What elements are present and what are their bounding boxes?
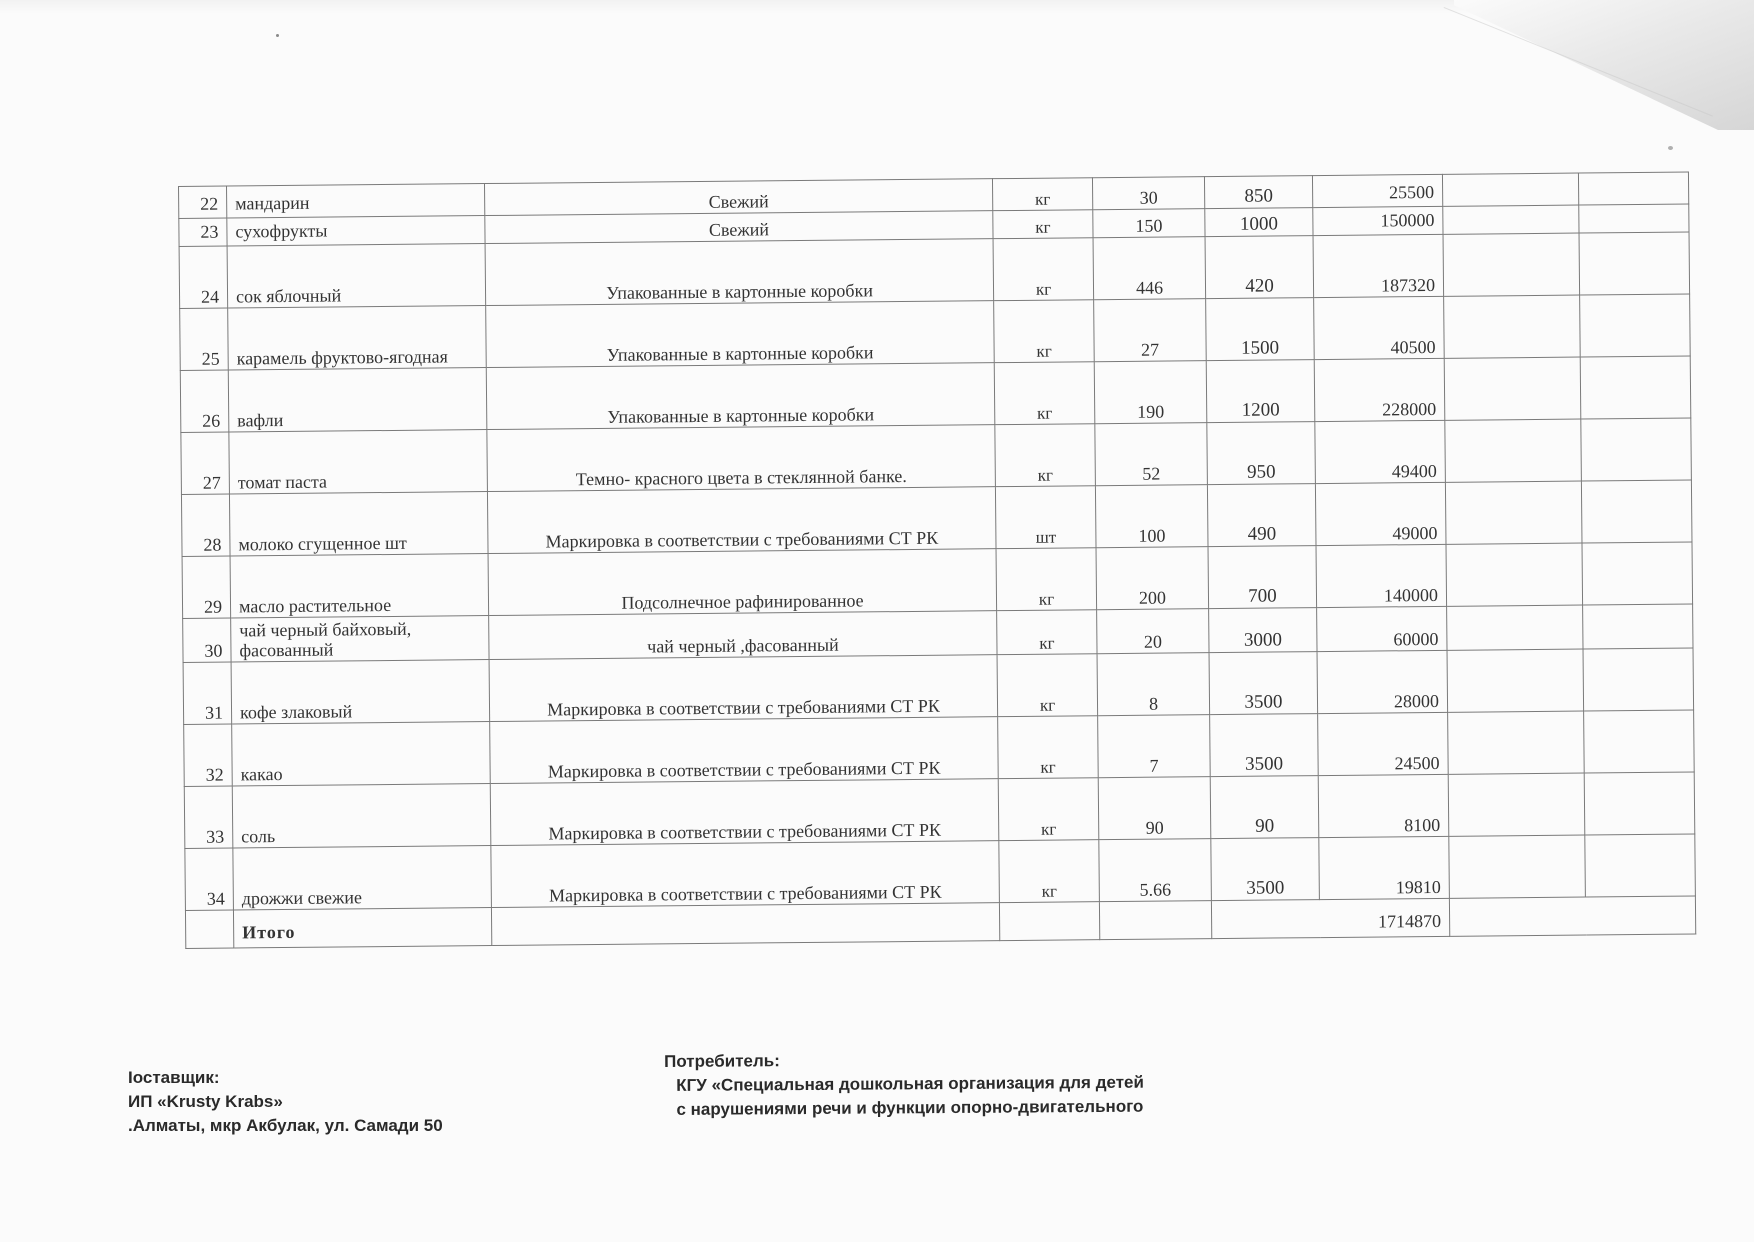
price-cell: 700 [1208,546,1317,609]
description-cell: Свежий [485,211,993,244]
quantity-cell: 52 [1095,423,1208,486]
quantity-cell: 8 [1097,653,1210,716]
empty-cell [1582,542,1693,605]
price-cell: 850 [1204,176,1312,209]
sum-cell: 19810 [1319,836,1450,899]
empty-cell [1584,710,1695,773]
product-name-cell: мандарин [227,184,485,218]
row-number-cell: 29 [182,556,231,618]
empty-cell [1445,419,1582,482]
row-number-cell: 22 [179,186,227,218]
price-cell: 950 [1207,422,1316,485]
unit-cell: шт [995,486,1096,549]
row-number-cell: 32 [184,724,233,786]
total-num-cell [185,910,233,948]
total-extra-cell [1449,896,1695,936]
unit-cell: кг [999,840,1100,903]
empty-cell [1444,357,1581,420]
empty-cell [1580,294,1691,357]
quantity-cell: 20 [1097,609,1209,654]
supplier-name: ИП «Krusty Krabs» [128,1092,283,1111]
description-cell: Упакованные в картонные коробки [486,301,995,368]
product-name-cell: сок яблочный [227,244,486,308]
empty-cell [1447,649,1584,712]
quantity-cell: 27 [1094,299,1207,362]
total-qty-cell [1099,901,1211,940]
empty-cell [1579,204,1689,233]
empty-cell [1443,233,1580,296]
sum-cell: 140000 [1316,544,1447,607]
description-cell: Свежий [484,179,992,216]
price-cell: 90 [1210,776,1319,839]
quantity-cell: 100 [1095,485,1208,548]
empty-cell [1445,481,1582,544]
product-name-cell: соль [232,784,491,848]
product-name-cell: карамель фруктово-ягодная [228,306,487,370]
empty-cell [1449,835,1586,898]
consumer-line-2: с нарушениями речи и функции опорно-двигательного [676,1096,1144,1119]
price-cell: 1200 [1206,360,1315,423]
empty-cell [1443,205,1579,234]
quantity-cell: 90 [1098,777,1211,840]
empty-cell [1446,543,1583,606]
total-unit-cell [999,902,1099,941]
goods-table-container [178,172,1695,949]
empty-cell [1448,711,1585,774]
consumer-heading: Потребитель: [664,1051,780,1071]
supplier-block [128,1066,443,1138]
sum-cell: 49000 [1315,482,1446,545]
unit-cell: кг [997,654,1098,717]
price-cell: 3500 [1211,838,1320,901]
unit-cell: кг [994,300,1095,363]
price-cell: 3500 [1209,652,1318,715]
row-number-cell: 24 [179,246,228,308]
description-cell: Маркировка в соответствии с требованиями СТ РК [487,487,996,554]
consumer-line-1: КГУ «Специальная дошкольная организация для детей [676,1072,1144,1095]
product-name-cell: вафли [228,368,487,432]
quantity-cell: 190 [1094,361,1207,424]
row-number-cell: 26 [180,370,229,432]
unit-cell: кг [992,178,1092,211]
row-number-cell: 33 [184,786,233,848]
empty-cell [1583,604,1693,649]
row-number-cell: 27 [181,432,230,494]
row-number-cell: 34 [185,848,234,910]
unit-cell: кг [998,778,1099,841]
description-cell: Маркировка в соответствии с требованиями СТ РК [490,717,999,784]
product-name-cell: чай черный байховый, фасованный [231,616,489,662]
row-number-cell: 30 [183,618,231,662]
price-cell: 420 [1205,236,1314,299]
supplier-heading: Іоставщик: [128,1068,220,1087]
price-cell: 3500 [1210,714,1319,777]
sum-cell: 187320 [1313,234,1444,297]
empty-cell [1583,648,1694,711]
product-name-cell: молоко сгущенное шт [229,492,488,556]
description-cell: Подсолнечное рафинированное [488,549,997,616]
empty-cell [1578,172,1688,205]
empty-cell [1584,772,1695,835]
product-name-cell: кофе злаковый [231,660,490,724]
scan-speck [1668,146,1673,150]
price-cell: 1000 [1205,208,1313,237]
unit-cell: кг [998,716,1099,779]
sum-cell: 28000 [1317,650,1448,713]
sum-cell: 228000 [1314,358,1445,421]
unit-cell: кг [997,610,1097,655]
quantity-cell: 150 [1093,209,1205,238]
total-desc-cell [491,903,999,946]
empty-cell [1448,773,1585,836]
goods-table-body [179,172,1696,910]
sum-cell: 150000 [1313,206,1443,235]
description-cell: Упакованные в картонные коробки [485,239,994,306]
price-cell: 1500 [1206,298,1315,361]
unit-cell: кг [993,238,1094,301]
description-cell: Упакованные в картонные коробки [486,363,995,430]
sum-cell: 25500 [1312,174,1442,207]
sum-cell: 60000 [1317,606,1447,651]
description-cell: Маркировка в соответствии с требованиями СТ РК [491,841,1000,908]
total-label: Итого [233,908,491,948]
sum-cell: 24500 [1318,712,1449,775]
row-number-cell: 25 [180,308,229,370]
product-name-cell: томат паста [229,430,488,494]
sum-cell: 8100 [1318,774,1449,837]
empty-cell [1580,356,1691,419]
price-cell: 490 [1207,484,1316,547]
supplier-address: .Алматы, мкр Акбулак, ул. Самади 50 [128,1116,443,1135]
empty-cell [1444,295,1581,358]
unit-cell: кг [994,362,1095,425]
consumer-block [664,1047,1144,1122]
description-cell: Маркировка в соответствии с требованиями СТ РК [490,779,999,846]
product-name-cell: какао [232,722,491,786]
quantity-cell: 446 [1093,237,1206,300]
description-cell: Маркировка в соответствии с требованиями СТ РК [489,655,998,722]
row-number-cell: 31 [183,662,232,724]
empty-cell [1579,232,1690,295]
unit-cell: кг [993,210,1093,239]
quantity-cell: 7 [1098,715,1211,778]
empty-cell [1442,173,1578,206]
product-name-cell: сухофрукты [227,216,485,246]
row-number-cell: 28 [181,494,230,556]
row-number-cell: 23 [179,218,227,246]
price-cell: 3000 [1209,608,1317,653]
sum-cell: 40500 [1314,296,1445,359]
unit-cell: кг [996,548,1097,611]
description-cell: Темно- красного цвета в стеклянной банке. [487,425,996,492]
empty-cell [1585,834,1696,897]
goods-table [178,171,1696,948]
quantity-cell: 30 [1092,177,1204,210]
unit-cell: кг [995,424,1096,487]
scan-speck [276,34,279,37]
product-name-cell: дрожжи свежие [233,846,492,910]
empty-cell [1581,418,1692,481]
empty-cell [1447,605,1583,650]
product-name-cell: масло растительное [230,554,489,618]
empty-cell [1581,480,1692,543]
sum-cell: 49400 [1315,420,1446,483]
quantity-cell: 200 [1096,547,1209,610]
quantity-cell: 5.66 [1099,839,1212,902]
description-cell: чай черный ,фасованный [489,611,997,660]
total-sum: 1714870 [1211,898,1449,938]
